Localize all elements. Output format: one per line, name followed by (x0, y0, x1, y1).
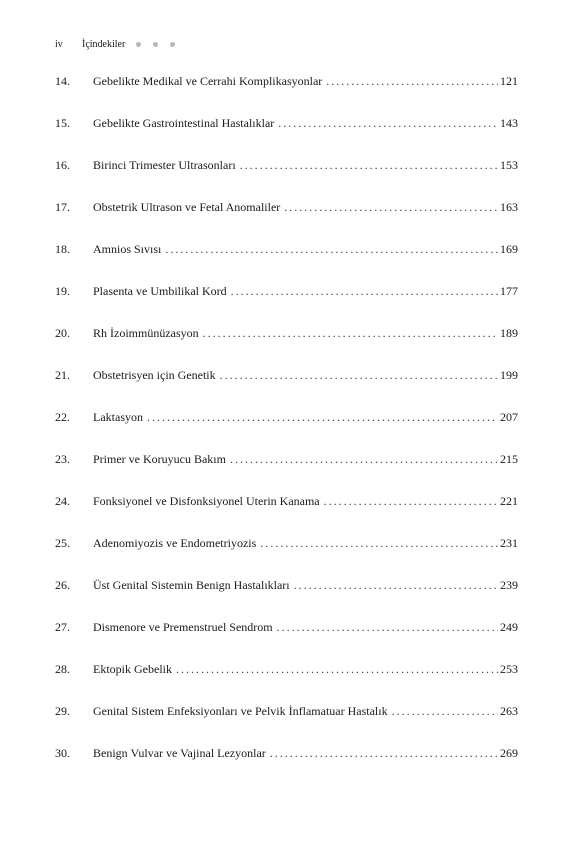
toc-entry[interactable] (55, 198, 518, 240)
chapter-title: Amnios Sıvısı (93, 242, 162, 256)
dot-leader (324, 492, 498, 510)
toc-entry[interactable] (55, 450, 518, 492)
chapter-title: Fonksiyonel ve Disfonksiyonel Uterin Kanama (93, 494, 320, 508)
toc-entry[interactable] (55, 156, 518, 198)
toc-entry[interactable] (55, 702, 518, 744)
chapter-title: Ektopik Gebelik (93, 662, 172, 676)
chapter-number: 15. (55, 116, 70, 130)
decorative-dot-icon (136, 42, 141, 47)
chapter-title: Primer ve Koruyucu Bakım (93, 452, 226, 466)
chapter-number: 23. (55, 452, 70, 466)
dot-leader (260, 534, 498, 552)
toc-entry[interactable] (55, 660, 518, 702)
dot-leader (176, 660, 498, 678)
chapter-number: 30. (55, 746, 70, 760)
dot-leader (147, 408, 498, 426)
toc-entry[interactable] (55, 282, 518, 324)
running-header (55, 37, 187, 51)
toc-entry[interactable] (55, 744, 518, 786)
chapter-page-number: 231 (500, 536, 518, 550)
chapter-number: 26. (55, 578, 70, 592)
chapter-title: Üst Genital Sistemin Benign Hastalıkları (93, 578, 290, 592)
chapter-page-number: 121 (500, 74, 518, 88)
chapter-page-number: 215 (500, 452, 518, 466)
chapter-page-number: 207 (500, 410, 518, 424)
dot-leader (203, 324, 498, 342)
chapter-page-number: 221 (500, 494, 518, 508)
dot-leader (284, 198, 498, 216)
chapter-title: Plasenta ve Umbilikal Kord (93, 284, 227, 298)
dot-leader (165, 240, 498, 258)
chapter-number: 16. (55, 158, 70, 172)
decorative-dot-icon (170, 42, 175, 47)
chapter-number: 19. (55, 284, 70, 298)
table-of-contents (55, 72, 518, 786)
chapter-number: 29. (55, 704, 70, 718)
chapter-number: 22. (55, 410, 70, 424)
chapter-title: Gebelikte Medikal ve Cerrahi Komplikasyonlar (93, 74, 323, 88)
chapter-page-number: 263 (500, 704, 518, 718)
chapter-title: Birinci Trimester Ultrasonları (93, 158, 236, 172)
chapter-number: 14. (55, 74, 70, 88)
chapter-page-number: 199 (500, 368, 518, 382)
toc-entry[interactable] (55, 618, 518, 660)
chapter-title: Adenomiyozis ve Endometriyozis (93, 536, 257, 550)
chapter-number: 18. (55, 242, 70, 256)
chapter-page-number: 269 (500, 746, 518, 760)
chapter-page-number: 143 (500, 116, 518, 130)
chapter-page-number: 253 (500, 662, 518, 676)
chapter-number: 24. (55, 494, 70, 508)
chapter-page-number: 169 (500, 242, 518, 256)
chapter-number: 25. (55, 536, 70, 550)
header-page-number: iv (55, 38, 63, 50)
chapter-number: 21. (55, 368, 70, 382)
decorative-dot-icon (153, 42, 158, 47)
header-section-title: İçindekiler (82, 38, 126, 50)
chapter-page-number: 249 (500, 620, 518, 634)
dot-leader (231, 282, 498, 300)
toc-entry[interactable] (55, 576, 518, 618)
dot-leader (278, 114, 498, 132)
chapter-title: Obstetrik Ultrason ve Fetal Anomaliler (93, 200, 281, 214)
chapter-page-number: 177 (500, 284, 518, 298)
toc-entry[interactable] (55, 114, 518, 156)
chapter-title: Rh İzoimmünüzasyon (93, 326, 199, 340)
chapter-page-number: 163 (500, 200, 518, 214)
chapter-number: 20. (55, 326, 70, 340)
dot-leader (277, 618, 498, 636)
chapter-page-number: 239 (500, 578, 518, 592)
dot-leader (230, 450, 498, 468)
dot-leader (294, 576, 498, 594)
dot-leader (270, 744, 498, 762)
toc-entry[interactable] (55, 492, 518, 534)
toc-entry[interactable] (55, 324, 518, 366)
chapter-title: Obstetrisyen için Genetik (93, 368, 216, 382)
chapter-number: 17. (55, 200, 70, 214)
chapter-title: Benign Vulvar ve Vajinal Lezyonlar (93, 746, 266, 760)
chapter-title: Genital Sistem Enfeksiyonları ve Pelvik İnflamatuar Hastalık (93, 704, 388, 718)
chapter-title: Laktasyon (93, 410, 143, 424)
chapter-page-number: 153 (500, 158, 518, 172)
chapter-title: Dismenore ve Premenstruel Sendrom (93, 620, 273, 634)
dot-leader (326, 72, 498, 90)
dot-leader (392, 702, 498, 720)
dot-leader (240, 156, 498, 174)
toc-entry[interactable] (55, 240, 518, 282)
toc-entry[interactable] (55, 408, 518, 450)
chapter-number: 27. (55, 620, 70, 634)
dot-leader (220, 366, 498, 384)
chapter-number: 28. (55, 662, 70, 676)
toc-entry[interactable] (55, 366, 518, 408)
chapter-title: Gebelikte Gastrointestinal Hastalıklar (93, 116, 275, 130)
toc-entry[interactable] (55, 72, 518, 114)
chapter-page-number: 189 (500, 326, 518, 340)
toc-entry[interactable] (55, 534, 518, 576)
